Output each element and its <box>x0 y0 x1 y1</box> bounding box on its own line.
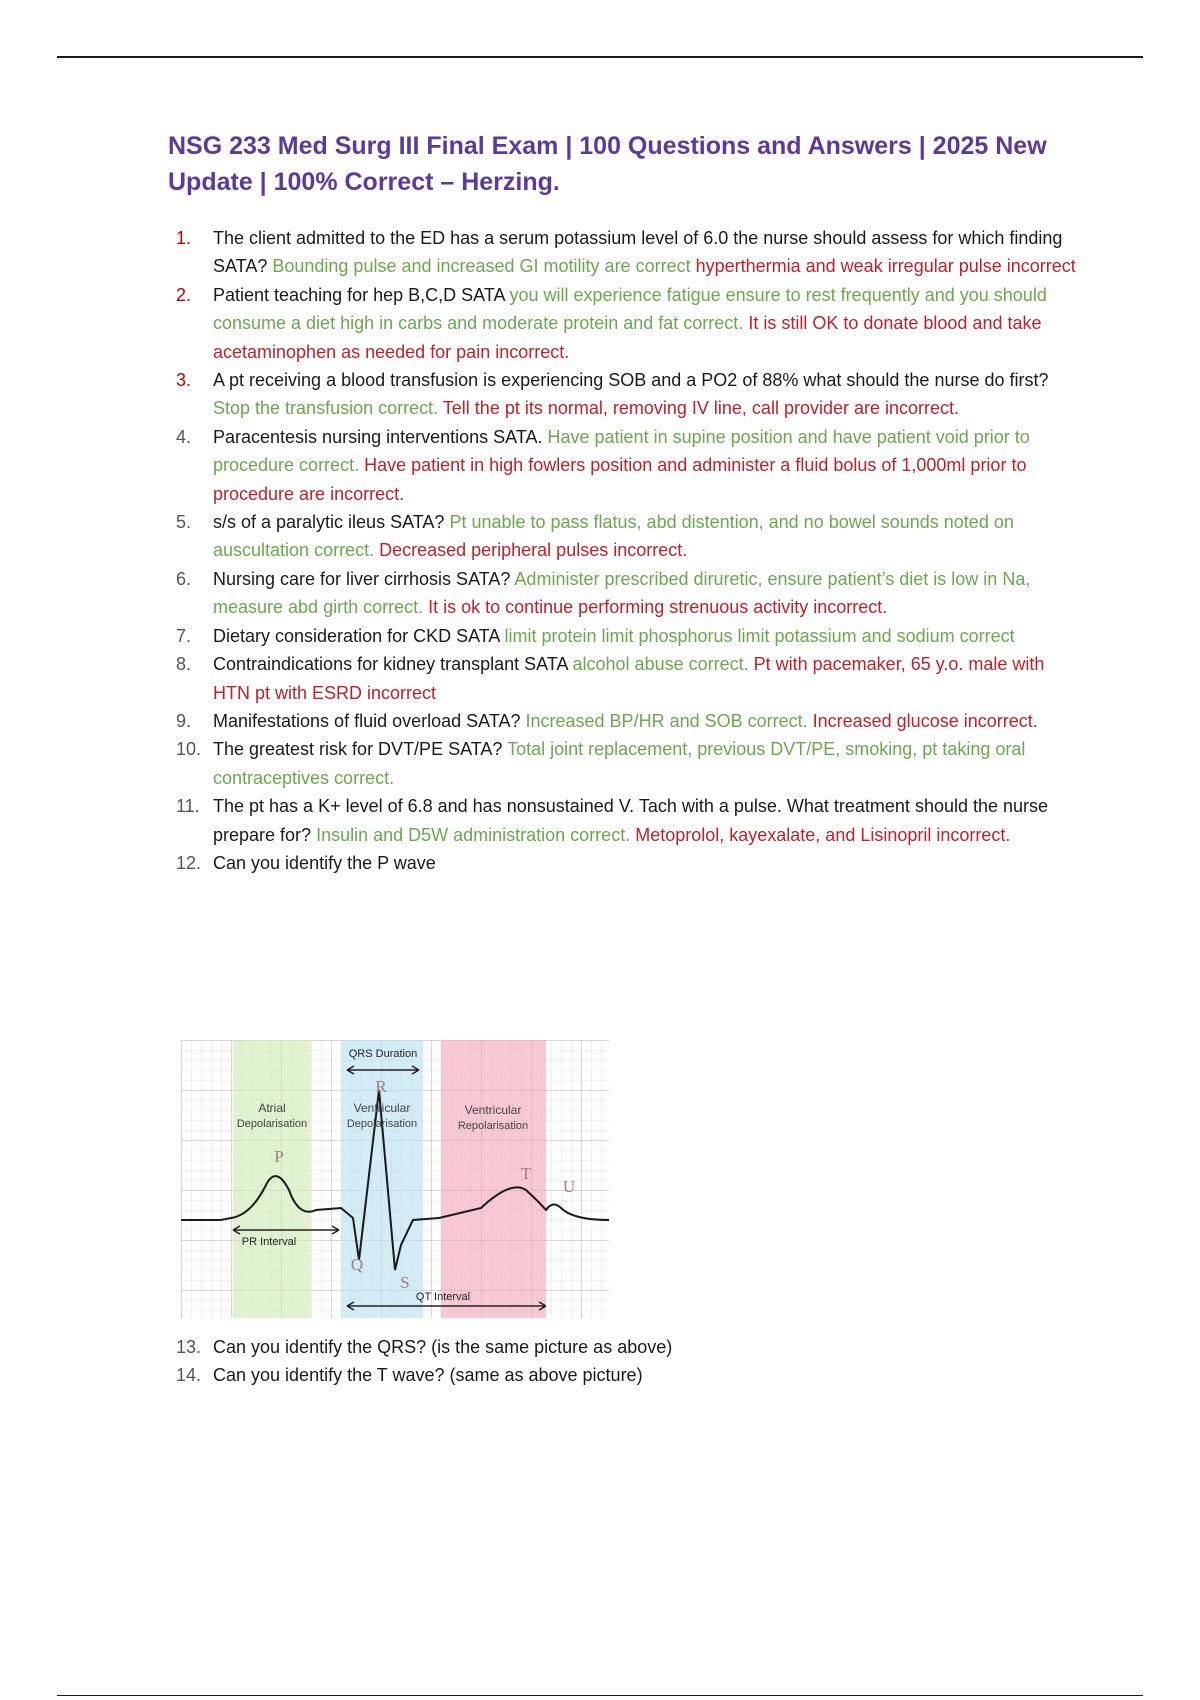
atrial-label-line1: Atrial <box>258 1101 286 1115</box>
question-item: 9. Manifestations of fluid overload SATA? Increased BP/HR and SOB correct. Increased glucose incorrect. <box>176 710 1038 731</box>
atrial-zone <box>233 1040 311 1318</box>
bottom-rule <box>57 1695 1143 1696</box>
u-label: U <box>562 1177 576 1196</box>
question-list <box>176 224 1076 877</box>
document-title: NSG 233 Med Surg III Final Exam | 100 Questions and Answers | 2025 New Update | 100% Correct – Herzing. <box>168 132 1047 196</box>
question-item: 12. Can you identify the P wave <box>176 852 436 873</box>
ventricular-dep-label-line1: Ventricular <box>353 1101 411 1115</box>
question-item: 5. s/s of a paralytic ileus SATA? Pt unable to pass flatus, abd distention, and no bowel sounds noted on auscultation correct. Decreased peripheral pulses incorrect. <box>176 512 1014 561</box>
question-item: 6. Nursing care for liver cirrhosis SATA? Administer prescribed diruretic, ensure patient’s diet is low in Na, measure abd girth correct. It is ok to continue performing strenuous activity incorrect. <box>176 568 1031 618</box>
question-item: 3. A pt receiving a blood transfusion is experiencing SOB and a PO2 of 88% what should the nurse do first? Stop the transfusion correct. Tell the pt its normal, removing IV line, call provider are incorrect. <box>176 370 1049 419</box>
question-item: 8. Contraindications for kidney transplant SATA alcohol abuse correct. Pt with pacemaker, 65 y.o. male with HTN pt with ESRD incorrect <box>176 654 1045 703</box>
top-rule <box>57 56 1143 58</box>
question-item: 10. The greatest risk for DVT/PE SATA? Total joint replacement, previous DVT/PE, smoking, pt taking oral contraceptives correct. <box>176 739 1026 788</box>
question-item: 11. The pt has a K+ level of 6.8 and has nonsustained V. Tach with a pulse. What treatment should the nurse prepare for? Insulin and D5W administration correct. Metoprolol, kayexalate, and Lisinopril incorrect. <box>176 796 1049 845</box>
pr-interval-label: PR Interval <box>241 1236 297 1248</box>
qt-interval-label: QT Interval <box>415 1291 471 1303</box>
ventricular-rep-label-line1: Ventricular <box>464 1103 522 1117</box>
question-item: 4. Paracentesis nursing interventions SATA. Have patient in supine position and have patient void prior to procedure correct. Have patient in high fowlers position and administer a fluid bolus of 1,000ml prior to procedure are incorrect. <box>176 426 1030 504</box>
ecg-diagram <box>181 1040 609 1318</box>
atrial-label-line2: Depolarisation <box>236 1118 308 1130</box>
question-item: 14. Can you identify the T wave? (same as above picture) <box>176 1365 643 1386</box>
s-label: S <box>400 1273 410 1292</box>
followup-question-list <box>176 1333 1076 1390</box>
question-item: 13. Can you identify the QRS? (is the same picture as above) <box>176 1337 673 1357</box>
t-label: T <box>520 1164 532 1183</box>
question-item: 1. The client admitted to the ED has a serum potassium level of 6.0 the nurse should assess for which finding SATA? Bounding pulse and increased GI motility are correct hyperthermia and weak irregular pulse incorrect <box>176 228 1076 277</box>
p-label: P <box>274 1147 284 1166</box>
r-label: R <box>375 1077 387 1096</box>
question-item: 2. Patient teaching for hep B,C,D SATA you will experience fatigue ensure to rest frequently and you should consume a diet high in carbs and moderate protein and fat correct. It is still OK to donate blood and take acetaminophen as needed for pain incorrect. <box>176 284 1047 362</box>
q-label: Q <box>350 1255 364 1274</box>
ventricular-rep-label-line2: Repolarisation <box>457 1120 529 1132</box>
ventricular-dep-label-line2: Depolarisation <box>346 1118 418 1130</box>
question-item: 7. Dietary consideration for CKD SATA limit protein limit phosphorus limit potassium and sodium correct <box>176 625 1015 646</box>
qrs-duration-label: QRS Duration <box>348 1048 418 1060</box>
